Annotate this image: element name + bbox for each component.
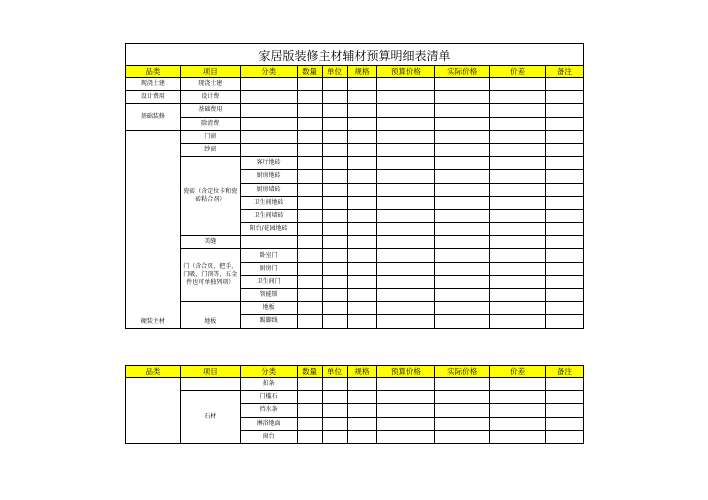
cell[interactable] xyxy=(435,391,490,404)
cell[interactable] xyxy=(435,378,490,391)
cell[interactable] xyxy=(435,170,490,183)
category-cell: 硬装主材 xyxy=(126,130,181,328)
subcategory-cell: 扣条 xyxy=(240,378,297,391)
subcategory-cell: 客厅地砖 xyxy=(240,157,297,170)
cell[interactable] xyxy=(377,289,435,302)
cell[interactable] xyxy=(546,183,584,196)
cell[interactable] xyxy=(322,430,347,443)
subcategory-cell: 地板 xyxy=(240,302,297,315)
cell[interactable] xyxy=(377,430,435,443)
cell[interactable] xyxy=(297,302,322,315)
cell[interactable] xyxy=(347,183,377,196)
header-cell: 规格 xyxy=(347,66,377,78)
cell[interactable] xyxy=(435,91,490,104)
cell[interactable] xyxy=(347,404,377,417)
header-cell: 预算价格 xyxy=(377,66,435,78)
cell[interactable] xyxy=(297,404,322,417)
header-cell: 分类 xyxy=(240,66,297,78)
cell[interactable] xyxy=(377,196,435,209)
cell[interactable] xyxy=(377,249,435,262)
item-cell: 除渣费 xyxy=(180,117,240,130)
cell[interactable] xyxy=(322,196,347,209)
subcategory-cell: 门槛石 xyxy=(240,391,297,404)
cell[interactable] xyxy=(240,130,297,143)
cell[interactable] xyxy=(322,404,347,417)
cell[interactable] xyxy=(322,78,347,91)
cell[interactable] xyxy=(546,130,584,143)
category-cell: 设计费用 xyxy=(126,91,181,104)
cell[interactable] xyxy=(297,430,322,443)
cell[interactable] xyxy=(490,404,546,417)
cell[interactable] xyxy=(297,104,322,117)
cell[interactable] xyxy=(546,404,584,417)
cell[interactable] xyxy=(435,143,490,156)
table-row xyxy=(126,130,584,143)
header-row xyxy=(126,366,584,378)
cell[interactable] xyxy=(297,143,322,156)
cell[interactable] xyxy=(490,430,546,443)
category-cell: 基础装修 xyxy=(126,104,181,130)
cell[interactable] xyxy=(435,209,490,222)
cell[interactable] xyxy=(297,196,322,209)
cell[interactable] xyxy=(347,143,377,156)
cell[interactable] xyxy=(435,78,490,91)
subcategory-cell: 厨房门 xyxy=(240,262,297,275)
sheet-title: 家居版装修主材辅材预算明细表清单 xyxy=(125,43,584,65)
cell[interactable] xyxy=(546,157,584,170)
cell[interactable] xyxy=(240,78,297,91)
subcategory-cell: 智能锁 xyxy=(240,289,297,302)
cell[interactable] xyxy=(347,78,377,91)
cell[interactable] xyxy=(322,170,347,183)
cell[interactable] xyxy=(322,249,347,262)
cell[interactable] xyxy=(546,275,584,288)
cell[interactable] xyxy=(546,315,584,328)
header-cell: 分类 xyxy=(240,366,297,378)
cell[interactable] xyxy=(322,315,347,328)
cell[interactable] xyxy=(435,223,490,236)
item-cell: 美缝 xyxy=(180,236,240,249)
cell[interactable] xyxy=(546,289,584,302)
cell[interactable] xyxy=(377,91,435,104)
cell[interactable] xyxy=(322,302,347,315)
subcategory-cell: 厨房地砖 xyxy=(240,170,297,183)
cell[interactable] xyxy=(546,91,584,104)
cell[interactable] xyxy=(322,236,347,249)
cell[interactable] xyxy=(490,143,546,156)
cell[interactable] xyxy=(546,104,584,117)
cell[interactable] xyxy=(347,130,377,143)
cell[interactable] xyxy=(377,236,435,249)
cell[interactable] xyxy=(297,249,322,262)
cell[interactable] xyxy=(546,391,584,404)
table-row xyxy=(126,236,584,249)
header-cell: 项目 xyxy=(180,366,240,378)
item-cell: 基础费用 xyxy=(180,104,240,117)
cell[interactable] xyxy=(435,117,490,130)
cell[interactable] xyxy=(347,117,377,130)
cell[interactable] xyxy=(435,104,490,117)
subcategory-cell: 卧室门 xyxy=(240,249,297,262)
category-cell: 现浇土建 xyxy=(126,78,181,91)
cell[interactable] xyxy=(377,104,435,117)
cell[interactable] xyxy=(347,209,377,222)
cell[interactable] xyxy=(435,302,490,315)
cell[interactable] xyxy=(297,130,322,143)
subcategory-cell: 卫生间墙砖 xyxy=(240,209,297,222)
header-cell: 品类 xyxy=(126,66,181,78)
table-row xyxy=(126,117,584,130)
cell[interactable] xyxy=(546,417,584,430)
cell[interactable] xyxy=(377,262,435,275)
cell[interactable] xyxy=(377,391,435,404)
subcategory-cell: 卫生间地砖 xyxy=(240,196,297,209)
header-cell: 数量 xyxy=(297,66,322,78)
cell[interactable] xyxy=(347,430,377,443)
cell[interactable] xyxy=(377,315,435,328)
cell[interactable] xyxy=(347,262,377,275)
cell[interactable] xyxy=(322,157,347,170)
item-cell: 石材 xyxy=(180,391,240,444)
cell[interactable] xyxy=(322,289,347,302)
cell[interactable] xyxy=(490,391,546,404)
cell[interactable] xyxy=(347,157,377,170)
header-cell: 实际价格 xyxy=(435,66,490,78)
budget-table-1 xyxy=(125,65,584,329)
cell[interactable] xyxy=(347,223,377,236)
cell[interactable] xyxy=(377,378,435,391)
cell[interactable] xyxy=(490,117,546,130)
cell[interactable] xyxy=(347,275,377,288)
cell[interactable] xyxy=(322,275,347,288)
cell[interactable] xyxy=(435,130,490,143)
cell[interactable] xyxy=(297,183,322,196)
cell[interactable] xyxy=(297,117,322,130)
cell[interactable] xyxy=(546,249,584,262)
cell[interactable] xyxy=(347,170,377,183)
cell[interactable] xyxy=(347,249,377,262)
category-cell xyxy=(126,378,181,444)
cell[interactable] xyxy=(322,209,347,222)
cell[interactable] xyxy=(435,315,490,328)
cell[interactable] xyxy=(377,417,435,430)
cell[interactable] xyxy=(377,404,435,417)
cell[interactable] xyxy=(490,104,546,117)
cell[interactable] xyxy=(322,417,347,430)
cell[interactable] xyxy=(546,196,584,209)
cell[interactable] xyxy=(377,223,435,236)
cell[interactable] xyxy=(322,223,347,236)
header-cell: 预算价格 xyxy=(377,366,435,378)
cell[interactable] xyxy=(546,236,584,249)
cell[interactable] xyxy=(347,236,377,249)
cell[interactable] xyxy=(377,209,435,222)
cell[interactable] xyxy=(435,236,490,249)
cell[interactable] xyxy=(546,78,584,91)
cell[interactable] xyxy=(347,91,377,104)
table-row xyxy=(126,378,584,391)
cell[interactable] xyxy=(490,289,546,302)
cell[interactable] xyxy=(347,302,377,315)
header-cell: 价差 xyxy=(490,66,546,78)
cell[interactable] xyxy=(297,315,322,328)
table-row xyxy=(126,91,584,104)
cell[interactable] xyxy=(377,130,435,143)
cell[interactable] xyxy=(347,378,377,391)
cell[interactable] xyxy=(240,117,297,130)
cell[interactable] xyxy=(322,183,347,196)
cell[interactable] xyxy=(297,391,322,404)
cell[interactable] xyxy=(546,117,584,130)
cell[interactable] xyxy=(490,78,546,91)
cell[interactable] xyxy=(322,378,347,391)
cell[interactable] xyxy=(435,262,490,275)
table-row xyxy=(126,157,584,170)
table-row xyxy=(126,302,584,315)
table-row xyxy=(126,78,584,91)
subcategory-cell: 挡水条 xyxy=(240,404,297,417)
cell[interactable] xyxy=(546,143,584,156)
cell[interactable] xyxy=(347,417,377,430)
header-cell: 项目 xyxy=(180,66,240,78)
cell[interactable] xyxy=(546,223,584,236)
header-cell: 数量 xyxy=(297,366,322,378)
cell[interactable] xyxy=(322,130,347,143)
cell[interactable] xyxy=(490,130,546,143)
subcategory-cell: 踢脚线 xyxy=(240,315,297,328)
cell[interactable] xyxy=(297,78,322,91)
cell[interactable] xyxy=(490,209,546,222)
cell[interactable] xyxy=(297,170,322,183)
cell[interactable] xyxy=(546,302,584,315)
cell[interactable] xyxy=(297,157,322,170)
cell[interactable] xyxy=(435,404,490,417)
cell[interactable] xyxy=(322,104,347,117)
cell[interactable] xyxy=(546,430,584,443)
header-cell: 单位 xyxy=(322,366,347,378)
cell[interactable] xyxy=(347,196,377,209)
cell[interactable] xyxy=(490,302,546,315)
table-row xyxy=(126,249,584,262)
header-row xyxy=(126,66,584,78)
cell[interactable] xyxy=(240,91,297,104)
cell[interactable] xyxy=(435,249,490,262)
cell[interactable] xyxy=(435,157,490,170)
cell[interactable] xyxy=(435,430,490,443)
cell[interactable] xyxy=(546,378,584,391)
cell[interactable] xyxy=(347,104,377,117)
cell[interactable] xyxy=(240,236,297,249)
cell[interactable] xyxy=(297,417,322,430)
cell[interactable] xyxy=(490,275,546,288)
cell[interactable] xyxy=(490,262,546,275)
cell[interactable] xyxy=(297,289,322,302)
cell[interactable] xyxy=(435,417,490,430)
cell[interactable] xyxy=(377,183,435,196)
table-row xyxy=(126,391,584,404)
cell[interactable] xyxy=(490,170,546,183)
cell[interactable] xyxy=(490,417,546,430)
cell[interactable] xyxy=(546,170,584,183)
cell[interactable] xyxy=(377,275,435,288)
cell[interactable] xyxy=(435,183,490,196)
cell[interactable] xyxy=(322,91,347,104)
header-cell: 备注 xyxy=(546,366,584,378)
cell[interactable] xyxy=(490,91,546,104)
item-cell xyxy=(180,378,240,391)
item-cell: 现浇土建 xyxy=(180,78,240,91)
cell[interactable] xyxy=(297,275,322,288)
cell[interactable] xyxy=(322,262,347,275)
cell[interactable] xyxy=(240,143,297,156)
cell[interactable] xyxy=(377,143,435,156)
subcategory-cell: 淋浴地面 xyxy=(240,417,297,430)
header-cell: 价差 xyxy=(490,366,546,378)
subcategory-cell: 窗台 xyxy=(240,430,297,443)
cell[interactable] xyxy=(297,209,322,222)
header-cell: 规格 xyxy=(347,366,377,378)
header-cell: 品类 xyxy=(126,366,181,378)
cell[interactable] xyxy=(322,391,347,404)
cell[interactable] xyxy=(322,143,347,156)
cell[interactable] xyxy=(435,275,490,288)
header-cell: 备注 xyxy=(546,66,584,78)
cell[interactable] xyxy=(435,196,490,209)
item-cell: 地板 xyxy=(180,302,240,328)
cell[interactable] xyxy=(347,315,377,328)
cell[interactable] xyxy=(297,378,322,391)
cell[interactable] xyxy=(297,262,322,275)
header-cell: 单位 xyxy=(322,66,347,78)
cell[interactable] xyxy=(546,209,584,222)
item-cell: 门窗 xyxy=(180,130,240,143)
cell[interactable] xyxy=(490,315,546,328)
cell[interactable] xyxy=(377,170,435,183)
cell[interactable] xyxy=(377,302,435,315)
table-row xyxy=(126,104,584,117)
cell[interactable] xyxy=(490,183,546,196)
cell[interactable] xyxy=(297,236,322,249)
item-cell: 瓷砖（含定位卡和瓷砖粘合剂） xyxy=(180,157,240,236)
cell[interactable] xyxy=(546,262,584,275)
cell[interactable] xyxy=(377,117,435,130)
header-cell: 实际价格 xyxy=(435,366,490,378)
item-cell: 设计费 xyxy=(180,91,240,104)
cell[interactable] xyxy=(297,223,322,236)
item-cell: 纱窗 xyxy=(180,143,240,156)
table-row xyxy=(126,143,584,156)
cell[interactable] xyxy=(490,378,546,391)
cell[interactable] xyxy=(347,289,377,302)
cell[interactable] xyxy=(297,91,322,104)
cell[interactable] xyxy=(490,223,546,236)
subcategory-cell: 厨房墙砖 xyxy=(240,183,297,196)
subcategory-cell: 卫生间门 xyxy=(240,275,297,288)
budget-table-2 xyxy=(125,365,584,444)
cell[interactable] xyxy=(490,157,546,170)
cell[interactable] xyxy=(377,78,435,91)
cell[interactable] xyxy=(240,104,297,117)
subcategory-cell: 阳台/花园地砖 xyxy=(240,223,297,236)
cell[interactable] xyxy=(490,236,546,249)
cell[interactable] xyxy=(377,157,435,170)
cell[interactable] xyxy=(322,117,347,130)
cell[interactable] xyxy=(347,391,377,404)
item-cell: 门（含合页、把手、门吸、门顶等，五金件也可单独列项） xyxy=(180,249,240,302)
cell[interactable] xyxy=(490,196,546,209)
cell[interactable] xyxy=(435,289,490,302)
cell[interactable] xyxy=(490,249,546,262)
